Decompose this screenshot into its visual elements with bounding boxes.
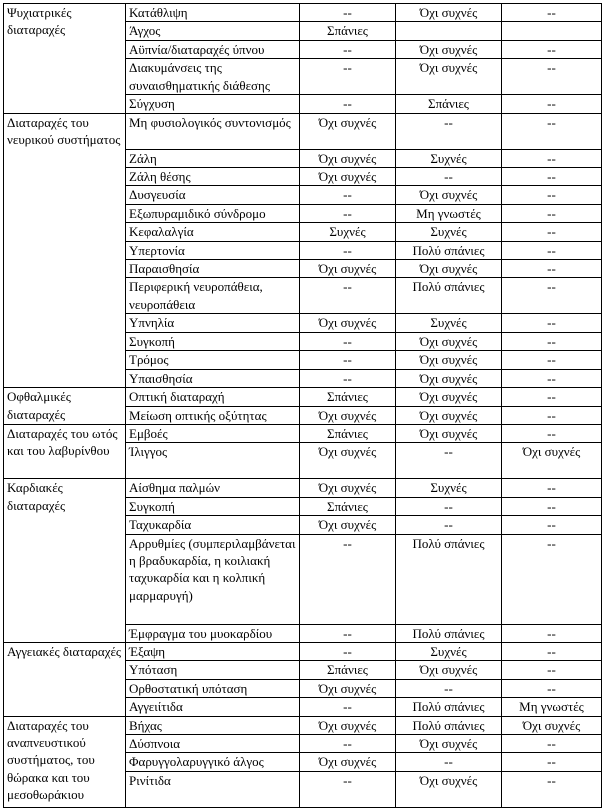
reaction-cell: Έξαψη [126,642,300,660]
frequency-cell-2: Μη γνωστές [396,204,502,222]
frequency-cell-2: Συχνές [396,223,502,241]
reaction-cell: Ζάλη θέσης [126,168,300,186]
frequency-cell-3: -- [502,479,602,497]
frequency-cell-1: -- [300,241,396,259]
frequency-cell-2: Πολύ σπάνιες [396,534,502,624]
reaction-cell: Φαρυγγολαρυγγικό άλγος [126,753,300,771]
frequency-cell-1: -- [300,534,396,624]
frequency-cell-3: -- [502,314,602,332]
frequency-cell-1: -- [300,95,396,113]
frequency-cell-2 [396,22,502,40]
frequency-cell-1: -- [300,40,396,58]
frequency-cell-1: Όχι συχνές [300,260,396,278]
frequency-cell-1: Σπάνιες [300,424,396,442]
reaction-cell: Ταχυκαρδία [126,516,300,534]
frequency-cell-2: -- [396,679,502,697]
frequency-cell-3 [502,22,602,40]
frequency-cell-2: Πολύ σπάνιες [396,624,502,642]
organ-class-cell: Αγγειακές διαταραχές [4,642,126,716]
frequency-cell-3: -- [502,168,602,186]
frequency-cell-3: -- [502,753,602,771]
frequency-cell-2: Όχι συχνές [396,388,502,406]
reaction-cell: Αίσθημα παλμών [126,479,300,497]
frequency-cell-1: -- [300,734,396,752]
frequency-cell-3: -- [502,351,602,369]
frequency-cell-1: Όχι συχνές [300,479,396,497]
frequency-cell-2: Σπάνιες [396,95,502,113]
organ-class-cell: Διαταραχές του ωτός και του λαβυρίνθου [4,424,126,478]
frequency-cell-3: -- [502,534,602,624]
frequency-cell-1: Όχι συχνές [300,716,396,734]
frequency-cell-3: -- [502,424,602,442]
frequency-cell-1: Συχνές [300,223,396,241]
frequency-cell-1: -- [300,698,396,716]
frequency-cell-3: -- [502,771,602,807]
table-row [4,4,602,22]
frequency-cell-1: -- [300,4,396,22]
table-row [4,388,602,406]
table-row [4,716,602,734]
frequency-cell-3: Όχι συχνές [502,443,602,479]
frequency-cell-3: -- [502,4,602,22]
frequency-cell-3: -- [502,113,602,149]
frequency-cell-2: Όχι συχνές [396,186,502,204]
frequency-cell-3: -- [502,642,602,660]
frequency-cell-1: -- [300,204,396,222]
reaction-cell: Μείωση οπτικής οξύτητας [126,406,300,424]
frequency-cell-2: Όχι συχνές [396,59,502,95]
frequency-cell-1: Σπάνιες [300,661,396,679]
frequency-cell-1: -- [300,624,396,642]
frequency-cell-1: Σπάνιες [300,22,396,40]
table-body [4,4,602,808]
frequency-cell-1: -- [300,369,396,387]
frequency-cell-3: -- [502,332,602,350]
frequency-cell-1: -- [300,332,396,350]
frequency-cell-2: Συχνές [396,314,502,332]
frequency-cell-1: Όχι συχνές [300,679,396,697]
frequency-cell-2: Όχι συχνές [396,661,502,679]
frequency-cell-1: -- [300,186,396,204]
reaction-cell: Συγκοπή [126,332,300,350]
frequency-cell-3: -- [502,204,602,222]
frequency-cell-1: -- [300,771,396,807]
frequency-cell-2: Πολύ σπάνιες [396,716,502,734]
frequency-cell-3: -- [502,369,602,387]
frequency-cell-3: -- [502,260,602,278]
frequency-cell-1: -- [300,59,396,95]
frequency-cell-2: Όχι συχνές [396,260,502,278]
frequency-cell-3: -- [502,186,602,204]
reaction-cell: Εμβοές [126,424,300,442]
reaction-cell: Ίλιγγος [126,443,300,479]
frequency-cell-1: Σπάνιες [300,388,396,406]
frequency-cell-3: -- [502,95,602,113]
reaction-cell: Παραισθησία [126,260,300,278]
reaction-cell: Υπαισθησία [126,369,300,387]
frequency-cell-2: Συχνές [396,479,502,497]
frequency-cell-1: Όχι συχνές [300,516,396,534]
frequency-cell-1: -- [300,642,396,660]
reaction-cell: Ορθοστατική υπόταση [126,679,300,697]
reaction-cell: Ζάλη [126,149,300,167]
reaction-cell: Οπτική διαταραχή [126,388,300,406]
frequency-cell-3: -- [502,679,602,697]
frequency-cell-2: Όχι συχνές [396,406,502,424]
frequency-cell-2: Συχνές [396,642,502,660]
frequency-cell-1: Όχι συχνές [300,753,396,771]
table-row [4,424,602,442]
frequency-cell-2: Όχι συχνές [396,332,502,350]
reaction-cell: Υπόταση [126,661,300,679]
reaction-cell: Μη φυσιολογικός συντονισμός [126,113,300,149]
frequency-cell-1: Όχι συχνές [300,168,396,186]
frequency-cell-1: Όχι συχνές [300,113,396,149]
frequency-cell-2: Όχι συχνές [396,771,502,807]
reaction-cell: Σύγχυση [126,95,300,113]
frequency-cell-2: Πολύ σπάνιες [396,698,502,716]
frequency-cell-3: -- [502,624,602,642]
reaction-cell: Δύσπνοια [126,734,300,752]
frequency-cell-2: -- [396,753,502,771]
table-row [4,479,602,497]
reaction-cell: Αγγειίτιδα [126,698,300,716]
frequency-cell-3: -- [502,59,602,95]
frequency-cell-3: Όχι συχνές [502,716,602,734]
frequency-cell-3: -- [502,734,602,752]
reaction-cell: Κεφαλαλγία [126,223,300,241]
reaction-cell: Υπερτονία [126,241,300,259]
frequency-cell-3: -- [502,516,602,534]
frequency-cell-3: -- [502,241,602,259]
reaction-cell: Υπνηλία [126,314,300,332]
frequency-cell-3: -- [502,406,602,424]
frequency-cell-1: -- [300,351,396,369]
frequency-cell-1: Όχι συχνές [300,406,396,424]
reaction-cell: Εξωπυραμιδικό σύνδρομο [126,204,300,222]
reaction-cell: Άγχος [126,22,300,40]
frequency-cell-2: -- [396,168,502,186]
organ-class-cell: Καρδιακές διαταραχές [4,479,126,643]
frequency-cell-2: -- [396,516,502,534]
reaction-cell: Διακυμάνσεις της συναισθηματικής διάθεσης [126,59,300,95]
frequency-cell-2: Πολύ σπάνιες [396,241,502,259]
reaction-cell: Έμφραγμα του μυοκαρδίου [126,624,300,642]
reaction-cell: Ρινίτιδα [126,771,300,807]
frequency-cell-3: -- [502,149,602,167]
frequency-cell-3: -- [502,40,602,58]
frequency-cell-2: Όχι συχνές [396,4,502,22]
adverse-reactions-table [3,3,602,808]
frequency-cell-2: -- [396,443,502,479]
frequency-cell-2: Όχι συχνές [396,424,502,442]
frequency-cell-2: -- [396,113,502,149]
frequency-cell-3: -- [502,388,602,406]
frequency-cell-2: Πολύ σπάνιες [396,278,502,314]
frequency-cell-1: Όχι συχνές [300,314,396,332]
frequency-cell-3: -- [502,497,602,515]
frequency-cell-1: Όχι συχνές [300,443,396,479]
organ-class-cell: Οφθαλμικές διαταραχές [4,388,126,425]
reaction-cell: Περιφερική νευροπάθεια, νευροπάθεια [126,278,300,314]
frequency-cell-2: Όχι συχνές [396,40,502,58]
frequency-cell-3: Μη γνωστές [502,698,602,716]
frequency-cell-1: Όχι συχνές [300,149,396,167]
reaction-cell: Κατάθλιψη [126,4,300,22]
reaction-cell: Αρρυθμίες (συμπεριλαμβάνεται η βραδυκαρδία, η κοιλιακή ταχυκαρδία και η κολπική μαρμαρυγή) [126,534,300,624]
frequency-cell-1: Σπάνιες [300,497,396,515]
table-row [4,113,602,149]
reaction-cell: Συγκοπή [126,497,300,515]
organ-class-cell: Ψυχιατρικές διαταραχές [4,4,126,114]
frequency-cell-1: -- [300,278,396,314]
frequency-cell-2: Συχνές [396,149,502,167]
frequency-cell-2: Όχι συχνές [396,351,502,369]
frequency-cell-3: -- [502,661,602,679]
organ-class-cell: Διαταραχές του αναπνευστικού συστήματος, του θώρακα και του μεσοθωράκιου [4,716,126,807]
table-row [4,642,602,660]
frequency-cell-2: Όχι συχνές [396,369,502,387]
frequency-cell-2: -- [396,497,502,515]
reaction-cell: Δυσγευσία [126,186,300,204]
frequency-cell-3: -- [502,223,602,241]
frequency-cell-2: Όχι συχνές [396,734,502,752]
organ-class-cell: Διαταραχές του νευρικού συστήματος [4,113,126,387]
reaction-cell: Βήχας [126,716,300,734]
reaction-cell: Τρόμος [126,351,300,369]
frequency-cell-3: -- [502,278,602,314]
reaction-cell: Αϋπνία/διαταραχές ύπνου [126,40,300,58]
